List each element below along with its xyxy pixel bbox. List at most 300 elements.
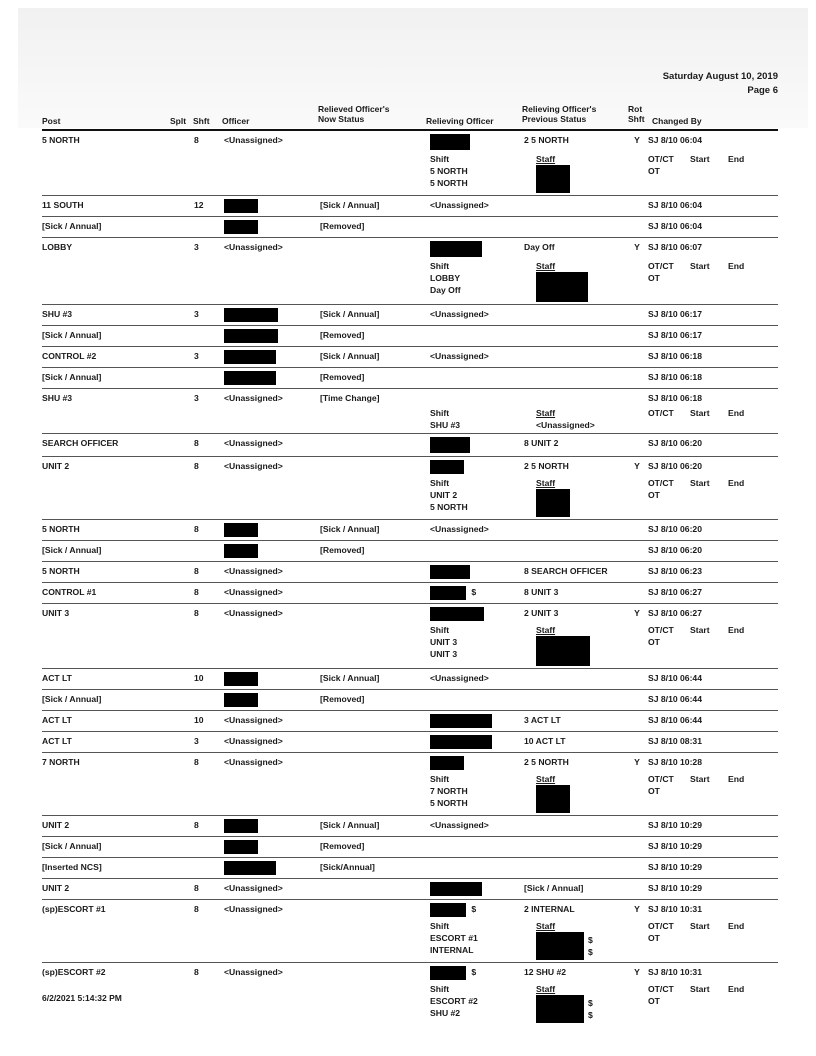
shft-cell: [190, 837, 222, 858]
dollar-marker: $: [469, 904, 477, 914]
detail-spacer: [318, 407, 424, 434]
end-label: End: [728, 984, 745, 994]
shft-cell: [190, 368, 222, 389]
rot-cell: [626, 389, 648, 408]
detail-staff-cell: [522, 983, 626, 1025]
splt-cell: [168, 604, 190, 625]
table-row: [42, 326, 778, 347]
splt-cell: [168, 753, 190, 774]
shift-line: SHU #2: [430, 1008, 461, 1018]
relieving-cell: [424, 711, 522, 732]
splt-cell: [168, 196, 190, 217]
officer-cell: [222, 347, 318, 368]
dollar-marker: $: [588, 947, 593, 957]
detail-spacer: [42, 477, 168, 520]
changed-by-cell: SJ 8/10 10:31: [648, 963, 778, 984]
ot-header-line: [648, 260, 778, 272]
relieving-prev-cell: 2 5 NORTH: [524, 135, 569, 145]
shift-line: UNIT 3: [430, 637, 458, 647]
redaction-block: [430, 756, 464, 770]
relieving-cell: [424, 238, 522, 261]
shift-line: Day Off: [430, 285, 461, 295]
staff-redaction-block: [536, 636, 590, 666]
changed-by-cell: SJ 8/10 10:31: [648, 900, 778, 921]
officer-cell: <Unassigned>: [222, 389, 318, 408]
changed-by-cell: SJ 8/10 10:29: [648, 858, 778, 879]
rot-cell: Y: [634, 135, 640, 145]
detail-spacer: [318, 260, 424, 305]
relieving-prev-cell: 2 UNIT 3: [522, 604, 626, 625]
officer-cell: <Unassigned>: [222, 604, 318, 625]
col-header-relieved-status: Relieved Officer's Now Status: [318, 104, 390, 124]
relieved-status-cell: [Sick / Annual]: [318, 196, 424, 217]
post-cell: ACT LT: [42, 711, 168, 732]
relieving-prev-cell: 12 SHU #2: [522, 963, 626, 984]
splt-cell: [168, 858, 190, 879]
ot-value: OT: [648, 273, 660, 283]
splt-cell: [168, 326, 190, 347]
detail-spacer: [222, 983, 318, 1025]
shft-cell: [190, 217, 222, 238]
relieving-cell: <Unassigned>: [424, 669, 522, 690]
detail-ot-cell: [648, 260, 778, 305]
shift-label: Shift: [430, 984, 450, 994]
officer-cell: [222, 837, 318, 858]
assignment-table: [42, 131, 778, 1025]
relieving-prev-cell: [522, 837, 626, 858]
staff-redaction-wrap: [536, 785, 626, 813]
staff-label: Staff: [536, 984, 556, 994]
relieving-cell: [424, 217, 522, 238]
detail-spacer: [190, 477, 222, 520]
start-label: Start: [690, 921, 710, 931]
col-header-relieving: Relieving Officer: [426, 116, 494, 126]
detail-staff-cell: [522, 624, 626, 669]
post-cell: ACT LT: [42, 669, 168, 690]
relieving-cell: [424, 604, 522, 625]
relieved-status-cell: [Removed]: [318, 368, 424, 389]
relieving-prev-cell: 2 INTERNAL: [522, 900, 626, 921]
ot-header-line: [648, 624, 778, 636]
rot-cell: [626, 711, 648, 732]
shift-label: Shift: [430, 154, 450, 164]
rot-cell: [626, 305, 648, 326]
shft-cell: 8: [190, 520, 222, 541]
relieved-status-cell: [318, 900, 424, 921]
detail-spacer: [318, 983, 424, 1025]
shift-label: Shift: [430, 625, 450, 635]
relieving-cell: [424, 434, 522, 457]
detail-spacer: [626, 477, 648, 520]
rot-cell: Y: [626, 900, 648, 921]
staff-dollar-markers: [588, 934, 593, 958]
post-cell: [Sick / Annual]: [42, 368, 168, 389]
relieving-cell: [424, 858, 522, 879]
shft-cell: [190, 858, 222, 879]
table-row: [42, 963, 778, 984]
table-row: [42, 434, 778, 457]
ot-block: [648, 624, 778, 648]
relieved-status-cell: [318, 131, 424, 153]
ot-header-line: [648, 983, 778, 995]
post-cell: CONTROL #1: [42, 583, 168, 604]
redaction-block: [430, 882, 482, 896]
rot-cell: [626, 368, 648, 389]
post-cell: [Sick / Annual]: [42, 326, 168, 347]
detail-ot-cell: [648, 624, 778, 669]
table-row: [42, 879, 778, 900]
relieved-status-cell: [Sick/Annual]: [318, 858, 424, 879]
shift-line: SHU #3: [430, 420, 461, 430]
relieving-prev-cell: [522, 196, 626, 217]
staff-redaction-block: [536, 165, 570, 193]
changed-by-cell: SJ 8/10 06:44: [648, 711, 778, 732]
relieving-prev-cell: 3 ACT LT: [522, 711, 626, 732]
relieved-status-cell: [318, 753, 424, 774]
redaction-block: [430, 241, 482, 257]
dollar-marker: $: [588, 998, 593, 1008]
detail-spacer: [168, 153, 190, 196]
end-label: End: [728, 625, 745, 635]
shift-line: 5 NORTH: [430, 798, 468, 808]
relieved-status-cell: [318, 604, 424, 625]
detail-spacer: [222, 153, 318, 196]
redaction-block: [224, 350, 276, 364]
ot-block: [648, 407, 778, 419]
rot-cell: [626, 217, 648, 238]
shft-cell: 8: [190, 879, 222, 900]
rot-cell: [626, 347, 648, 368]
rot-cell: Y: [626, 457, 648, 478]
detail-spacer: [222, 773, 318, 816]
detail-shift-cell: [424, 477, 522, 520]
officer-cell: [222, 305, 318, 326]
table-row-detail: [42, 624, 778, 669]
rot-cell: [626, 837, 648, 858]
officer-cell: [222, 196, 318, 217]
detail-spacer: [168, 773, 190, 816]
splt-cell: [168, 562, 190, 583]
detail-spacer: [42, 920, 168, 963]
relieving-prev-cell: [522, 690, 626, 711]
ot-value: OT: [648, 637, 660, 647]
rot-cell: Y: [626, 604, 648, 625]
rot-cell: [626, 196, 648, 217]
shft-cell: 3: [190, 347, 222, 368]
table-row: [42, 669, 778, 690]
post-cell: LOBBY: [42, 238, 168, 261]
table-row: [42, 837, 778, 858]
otct-label: OT/CT: [648, 774, 674, 784]
splt-cell: [168, 711, 190, 732]
relieving-prev-cell: [522, 858, 626, 879]
staff-redaction-block: [536, 489, 570, 517]
end-label: End: [728, 261, 745, 271]
ot-value: OT: [648, 996, 660, 1006]
detail-spacer: [42, 983, 168, 1025]
splt-cell: [168, 669, 190, 690]
otct-label: OT/CT: [648, 154, 674, 164]
detail-spacer: [190, 407, 222, 434]
post-cell: [Sick / Annual]: [42, 837, 168, 858]
start-label: Start: [690, 261, 710, 271]
changed-by-cell: SJ 8/10 06:04: [648, 135, 702, 145]
redaction-block: [224, 819, 258, 833]
post-cell: UNIT 2: [42, 816, 168, 837]
officer-cell: <Unassigned>: [222, 711, 318, 732]
ot-block: [648, 920, 778, 944]
officer-cell: <Unassigned>: [222, 238, 318, 261]
redaction-block: [430, 714, 492, 728]
detail-ot-cell: [648, 153, 778, 196]
redaction-block: [224, 523, 258, 537]
relieving-prev-cell: 8 UNIT 2: [522, 434, 626, 457]
relieving-prev-cell: [522, 217, 626, 238]
staff-dollar-markers: [588, 997, 593, 1021]
ot-header-line: [648, 477, 778, 489]
ot-value: OT: [648, 490, 660, 500]
splt-cell: [168, 520, 190, 541]
shft-cell: 8: [190, 434, 222, 457]
otct-label: OT/CT: [648, 984, 674, 994]
officer-cell: <Unassigned>: [222, 457, 318, 478]
post-cell: SEARCH OFFICER: [42, 434, 168, 457]
relieving-cell: [424, 583, 522, 604]
changed-by-cell: SJ 8/10 06:17: [648, 326, 778, 347]
relieved-status-cell: [Removed]: [318, 837, 424, 858]
rot-cell: [626, 732, 648, 753]
dollar-marker: $: [469, 587, 477, 597]
relieving-prev-cell: 2 5 NORTH: [522, 753, 626, 774]
relieved-status-cell: [Sick / Annual]: [318, 347, 424, 368]
relieving-cell: [424, 326, 522, 347]
shift-line: 5 NORTH: [430, 502, 468, 512]
detail-staff-cell: [522, 407, 626, 434]
relieving-cell: [424, 900, 522, 921]
redaction-block: [224, 308, 278, 322]
relieving-prev-cell: [522, 816, 626, 837]
post-cell: 5 NORTH: [42, 520, 168, 541]
shft-cell: [190, 690, 222, 711]
table-row-detail: [42, 920, 778, 963]
shft-cell: [190, 326, 222, 347]
shft-cell: 3: [190, 732, 222, 753]
detail-spacer: [190, 773, 222, 816]
changed-by-cell: SJ 8/10 06:23: [648, 562, 778, 583]
splt-cell: [168, 879, 190, 900]
table-row: [42, 562, 778, 583]
shift-line: UNIT 3: [430, 649, 458, 659]
shift-label: Shift: [430, 261, 450, 271]
redaction-block: [430, 565, 470, 579]
officer-cell: [222, 541, 318, 562]
relieving-cell: <Unassigned>: [424, 816, 522, 837]
redaction-block: [430, 607, 484, 621]
detail-spacer: [42, 624, 168, 669]
table-row: [42, 541, 778, 562]
staff-redaction-wrap: [536, 636, 626, 666]
detail-spacer: [168, 983, 190, 1025]
shift-line: ESCORT #2: [430, 996, 478, 1006]
relieved-status-cell: [318, 238, 424, 261]
relieving-cell: <Unassigned>: [424, 196, 522, 217]
changed-by-cell: SJ 8/10 06:27: [648, 604, 778, 625]
shft-cell: 12: [190, 196, 222, 217]
shft-cell: 3: [190, 389, 222, 408]
detail-spacer: [318, 477, 424, 520]
relieving-prev-cell: [522, 389, 626, 408]
changed-by-cell: SJ 8/10 10:29: [648, 879, 778, 900]
changed-by-cell: SJ 8/10 10:28: [648, 753, 778, 774]
relieving-cell: <Unassigned>: [424, 305, 522, 326]
shift-label: Shift: [430, 774, 450, 784]
detail-spacer: [42, 773, 168, 816]
relieved-status-cell: [318, 711, 424, 732]
relieving-prev-cell: 2 5 NORTH: [522, 457, 626, 478]
changed-by-cell: SJ 8/10 06:18: [648, 389, 778, 408]
post-cell: ACT LT: [42, 732, 168, 753]
officer-cell: [222, 326, 318, 347]
relieved-status-cell: [318, 562, 424, 583]
relieving-cell: <Unassigned>: [424, 520, 522, 541]
table-row: [42, 604, 778, 625]
relieving-prev-cell: [522, 347, 626, 368]
detail-spacer: [168, 407, 190, 434]
rot-cell: [626, 326, 648, 347]
officer-cell: [222, 217, 318, 238]
table-row: [42, 732, 778, 753]
detail-ot-cell: [648, 407, 778, 434]
shft-cell: 8: [194, 135, 199, 145]
ot-header-line: [648, 153, 778, 165]
redaction-block: [430, 966, 466, 980]
relieving-prev-cell: 8 UNIT 3: [522, 583, 626, 604]
relieving-cell: [424, 732, 522, 753]
rot-cell: [626, 858, 648, 879]
changed-by-cell: SJ 8/10 08:31: [648, 732, 778, 753]
shft-cell: 8: [190, 457, 222, 478]
detail-spacer: [222, 920, 318, 963]
ot-block: [648, 773, 778, 797]
detail-ot-cell: [648, 920, 778, 963]
detail-staff-cell: [522, 920, 626, 963]
table-row: [42, 583, 778, 604]
table-row: [42, 196, 778, 217]
shift-line: INTERNAL: [430, 945, 474, 955]
relieved-status-cell: [318, 434, 424, 457]
detail-shift-cell: [424, 407, 522, 434]
detail-spacer: [626, 920, 648, 963]
scan-shading: [18, 8, 808, 128]
splt-cell: [168, 347, 190, 368]
post-cell: UNIT 2: [42, 457, 168, 478]
table-row: [42, 520, 778, 541]
ot-header-line: [648, 773, 778, 785]
officer-cell: [222, 669, 318, 690]
end-label: End: [728, 774, 745, 784]
staff-label: Staff: [536, 478, 556, 488]
relieving-prev-cell: [522, 326, 626, 347]
splt-cell: [168, 900, 190, 921]
relieving-prev-cell: 8 SEARCH OFFICER: [522, 562, 626, 583]
table-row: [42, 347, 778, 368]
shift-line: LOBBY: [430, 273, 461, 283]
officer-cell: <Unassigned>: [224, 135, 283, 145]
shift-label: Shift: [430, 478, 450, 488]
dollar-marker: $: [588, 1010, 593, 1020]
detail-spacer: [626, 983, 648, 1025]
relieving-cell: [424, 753, 522, 774]
table-row: [42, 305, 778, 326]
relieved-status-cell: [Sick / Annual]: [318, 305, 424, 326]
detail-spacer: [168, 624, 190, 669]
redaction-block: [224, 220, 258, 234]
detail-ot-cell: [648, 773, 778, 816]
splt-cell: [168, 434, 190, 457]
relieving-prev-cell: [522, 368, 626, 389]
ot-block: [648, 260, 778, 284]
ot-block: [648, 153, 778, 177]
detail-spacer: [626, 260, 648, 305]
officer-cell: <Unassigned>: [222, 900, 318, 921]
otct-label: OT/CT: [648, 921, 674, 931]
redaction-block: [224, 840, 258, 854]
relieving-cell: [424, 690, 522, 711]
changed-by-cell: SJ 8/10 06:20: [648, 541, 778, 562]
end-label: End: [728, 154, 745, 164]
otct-label: OT/CT: [648, 625, 674, 635]
detail-spacer: [318, 920, 424, 963]
table-row: [42, 753, 778, 774]
staff-label: Staff: [536, 625, 556, 635]
relieved-status-cell: [Removed]: [318, 690, 424, 711]
table-row-detail: [42, 983, 778, 1025]
table-row: [42, 900, 778, 921]
staff-label: Staff: [536, 408, 556, 418]
ot-block: [648, 983, 778, 1007]
shft-cell: 3: [190, 305, 222, 326]
detail-spacer: [318, 624, 424, 669]
relieving-prev-cell: Day Off: [522, 238, 626, 261]
table-row: [42, 131, 778, 153]
ot-header-line: [648, 920, 778, 932]
detail-ot-cell: [648, 983, 778, 1025]
post-cell: UNIT 2: [42, 879, 168, 900]
col-header-relieving-prev: Relieving Officer's Previous Status: [522, 104, 597, 124]
redaction-block: [430, 437, 470, 453]
officer-cell: [222, 690, 318, 711]
post-cell: CONTROL #2: [42, 347, 168, 368]
post-cell: (sp)ESCORT #2: [42, 963, 168, 984]
ot-value: OT: [648, 166, 660, 176]
staff-redaction-wrap: [536, 932, 626, 960]
rot-cell: [626, 434, 648, 457]
redaction-block: [224, 544, 258, 558]
relieving-prev-cell: [522, 669, 626, 690]
post-cell: UNIT 3: [42, 604, 168, 625]
staff-unassigned: <Unassigned>: [536, 420, 595, 430]
start-label: Start: [690, 478, 710, 488]
splt-cell: [168, 837, 190, 858]
table-row: [42, 368, 778, 389]
start-label: Start: [690, 408, 710, 418]
col-header-changed-by: Changed By: [652, 116, 702, 126]
post-cell: [Sick / Annual]: [42, 690, 168, 711]
rot-cell: Y: [626, 753, 648, 774]
redaction-block: [224, 861, 276, 875]
staff-redaction-wrap: [536, 165, 626, 193]
changed-by-cell: SJ 8/10 06:07: [648, 238, 778, 261]
